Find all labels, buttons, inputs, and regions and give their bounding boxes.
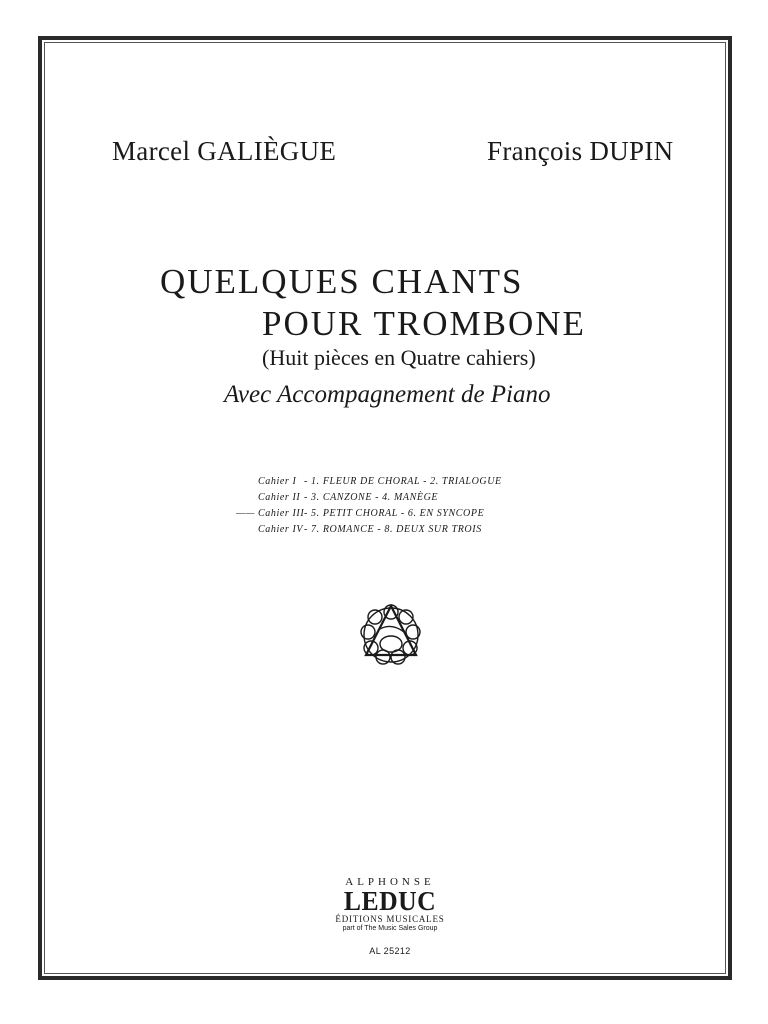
cahier-marker: ——	[236, 508, 255, 519]
publisher-group: part of The Music Sales Group	[342, 925, 438, 932]
cahier-row	[230, 508, 550, 524]
publisher-logo	[300, 876, 480, 933]
accompaniment-note: Avec Accompagnement de Piano	[224, 381, 551, 408]
title-line-1: QUELQUES CHANTS	[160, 262, 524, 301]
cahier-row	[230, 524, 550, 540]
cahier-row	[230, 476, 550, 492]
cahier-name: Cahier III	[258, 508, 305, 519]
cahier-pieces: - 1. FLEUR DE CHORAL - 2. TRIALOGUE	[304, 476, 502, 487]
cahier-pieces: - 7. ROMANCE - 8. DEUX SUR TROIS	[304, 524, 482, 535]
publisher-name: LEDUC	[343, 886, 437, 916]
composer-galiegue: Marcel GALIÈGUE	[112, 136, 337, 166]
cahier-name: Cahier IV	[258, 524, 304, 535]
composer-dupin: François DUPIN	[487, 136, 674, 166]
publisher-emblem-icon	[356, 600, 426, 670]
title-line-2: POUR TROMBONE	[262, 304, 586, 343]
cahier-name: Cahier I	[258, 476, 297, 487]
cahier-row	[230, 492, 550, 508]
cahier-pieces: - 3. CANZONE - 4. MANÈGE	[304, 492, 439, 503]
cahier-pieces: - 5. PETIT CHORAL - 6. EN SYNCOPE	[304, 508, 485, 519]
subtitle: (Huit pièces en Quatre cahiers)	[262, 345, 536, 370]
catalog-number: AL 25212	[369, 946, 411, 956]
publisher-first-name: ALPHONSE	[345, 876, 435, 888]
publisher-editions: ÉDITIONS MUSICALES	[335, 914, 445, 924]
cahier-name: Cahier II	[258, 492, 301, 503]
cahier-list	[230, 476, 550, 540]
